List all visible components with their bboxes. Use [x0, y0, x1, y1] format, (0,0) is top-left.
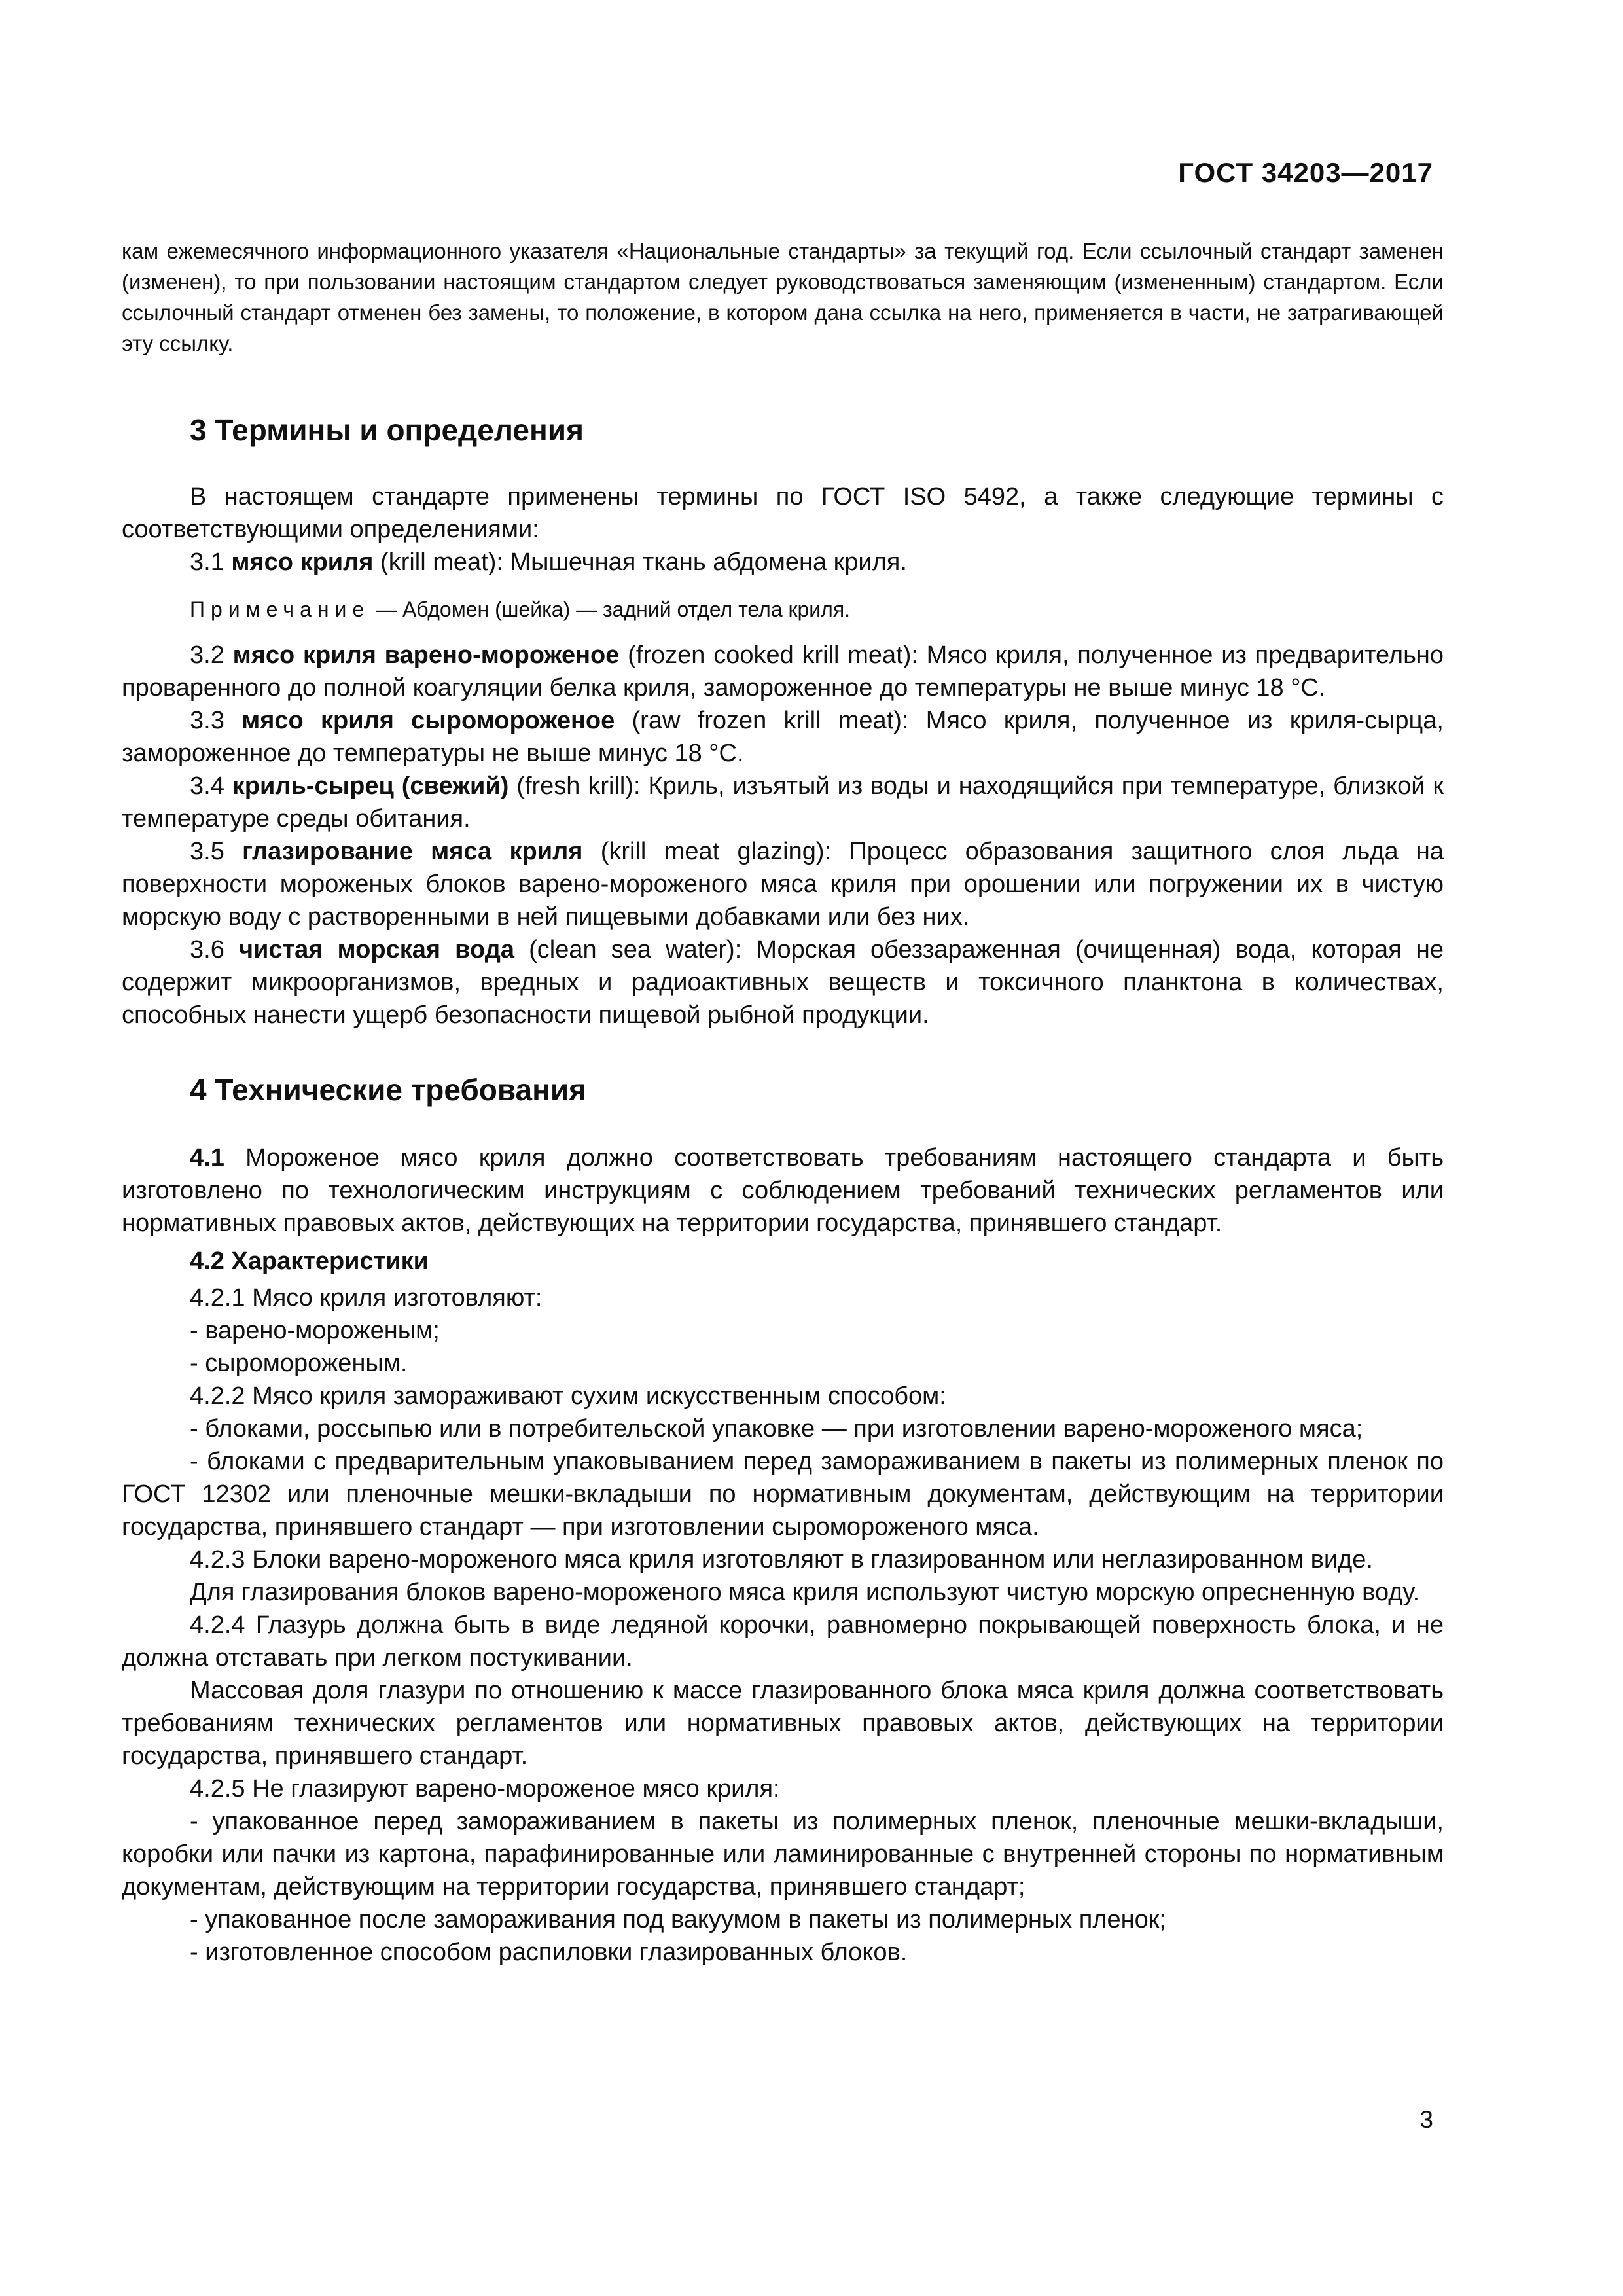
- clause-line: 4.2.4 Глазурь должна быть в виде ледяной корочки, равномерно покрывающей поверхность блока, и не должна отставать при легком постукивании.: [122, 1611, 1444, 1672]
- term-name: мясо криля сыромороженое: [241, 707, 615, 734]
- term-name: глазирование мяса криля: [242, 838, 583, 865]
- clause-line: 4.2.5 Не глазируют варено-мороженое мясо криля:: [190, 1775, 780, 1803]
- term-3-5: [122, 835, 1444, 933]
- page-number: 3: [1419, 2106, 1433, 2133]
- term-name: криль-сырец (свежий): [232, 772, 509, 800]
- clause-line: 4.2.1 Мясо криля изготовляют:: [190, 1284, 543, 1312]
- list-item: - упакованное после замораживания под вакуумом в пакеты из полимерных пленок;: [190, 1906, 1166, 1933]
- term-number: 3.2: [190, 641, 224, 669]
- term-definition: (frozen cooked krill meat): Мясо криля, полученное из предварительно проваренного до полной коагуляции белка криля, замороженное до температуры не выше минус 18 °С.: [122, 641, 1444, 702]
- clause-line: Для глазирования блоков варено-мороженого мяса криля используют чистую морскую опресненную воду.: [190, 1579, 1420, 1606]
- term-number: 3.5: [190, 838, 224, 865]
- clause-line: 4.2.3 Блоки варено-мороженого мяса криля изготовляют в глазированном или неглазированном виде.: [190, 1546, 1373, 1573]
- term-definition: (clean sea water): Морская обеззараженная (очищенная) вода, которая не содержит микроорганизмов, вредных и радиоактивных веществ и токсичного планктона в количествах, способных нанести ущерб безопасности пищевой рыбной продукции.: [122, 936, 1444, 1029]
- section-3-intro: В настоящем стандарте применены термины по ГОСТ ISO 5492, а также следующие термины с соответствующими определениями:: [122, 483, 1444, 543]
- term-name: мясо криля: [231, 548, 374, 576]
- term-3-1: [122, 546, 1444, 579]
- term-name: мясо криля варено-мороженое: [232, 641, 620, 669]
- list-item: - варено-мороженым;: [190, 1317, 440, 1344]
- list-item: - блоками, россыпью или в потребительской упаковке — при изготовлении варено-мороженого мяса;: [190, 1415, 1363, 1443]
- term-definition: (krill meat): Мышечная ткань абдомена криля.: [373, 548, 907, 576]
- intro-paragraph: кам ежемесячного информационного указателя «Национальные стандарты» за текущий год. Если ссылочный стандарт заменен (изменен), то при пользовании настоящим стандартом следует руководствоваться заменяющим (измененным) стандартом. Если ссылочный стандарт отменен без замены, то положение, в котором дана ссылка на него, применяется в части, не затрагивающей эту ссылку.: [122, 239, 1444, 355]
- clause-line: Массовая доля глазури по отношению к массе глазированного блока мяса криля должна соответствовать требованиям технических регламентов или нормативных правовых актов, действующих на территории государства, принявшего стандарт.: [122, 1677, 1444, 1770]
- clause-text: Мороженое мясо криля должно соответствовать требованиям настоящего стандарта и быть изготовлено по технологическим инструкциям с соблюдением требований технических регламентов или нормативных правовых актов, действующих на территории государства, принявшего стандарт.: [122, 1144, 1444, 1237]
- term-definition: (raw frozen krill meat): Мясо криля, полученное из криля-сырца, замороженное до температуры не выше минус 18 °С.: [122, 707, 1444, 767]
- note-label: Примечание: [190, 598, 370, 621]
- term-number: 3.4: [190, 772, 224, 800]
- term-number: 3.6: [190, 936, 224, 963]
- term-number: 3.1: [190, 548, 224, 576]
- term-3-6: [122, 933, 1444, 1031]
- term-3-3: [122, 704, 1444, 770]
- page-content: [122, 236, 1444, 1969]
- term-number: 3.3: [190, 707, 224, 734]
- document-code: ГОСТ 34203—2017: [1178, 157, 1433, 188]
- list-item: - изготовленное способом распиловки глазированных блоков.: [190, 1939, 908, 1966]
- term-definition: (fresh krill): Криль, изъятый из воды и находящийся при температуре, близкой к температуре среды обитания.: [122, 772, 1444, 833]
- term-3-2: [122, 639, 1444, 704]
- list-item: - упакованное перед замораживанием в пакеты из полимерных пленок, пленочные мешки-вкладыши, коробки или пачки из картона, парафинированные или ламинированные с внутренней стороны по нормативным документам, действующим на территории государства, принявшего стандарт;: [122, 1808, 1444, 1901]
- subsection-4-2-title: 4.2 Характеристики: [190, 1247, 429, 1275]
- term-definition: (krill meat glazing): Процесс образования защитного слоя льда на поверхности мороженых блоков варено-мороженого мяса криля при орошении или погружении их в чистую морскую воду с растворенными в ней пищевыми добавками или без них.: [122, 838, 1444, 931]
- clause-number: 4.1: [190, 1144, 224, 1172]
- list-item: - сыромороженым.: [190, 1350, 408, 1377]
- term-3-4: [122, 770, 1444, 835]
- term-name: чистая морская вода: [238, 936, 514, 963]
- list-item: - блоками с предварительным упаковыванием перед замораживанием в пакеты из полимерных пленок по ГОСТ 12302 или пленочные мешки-вкладыши по нормативным документам, действующим на территории государства, принявшего стандарт — при изготовлении сыромороженого мяса.: [122, 1448, 1444, 1541]
- section-3-title: 3 Термины и определения: [190, 413, 584, 447]
- clause-line: 4.2.2 Мясо криля замораживают сухим искусственным способом:: [190, 1382, 946, 1410]
- section-4-title: 4 Технические требования: [190, 1073, 586, 1107]
- clause-4-1: [122, 1141, 1444, 1240]
- note-text: — Абдомен (шейка) — задний отдел тела криля.: [370, 598, 851, 621]
- note: [122, 594, 1444, 624]
